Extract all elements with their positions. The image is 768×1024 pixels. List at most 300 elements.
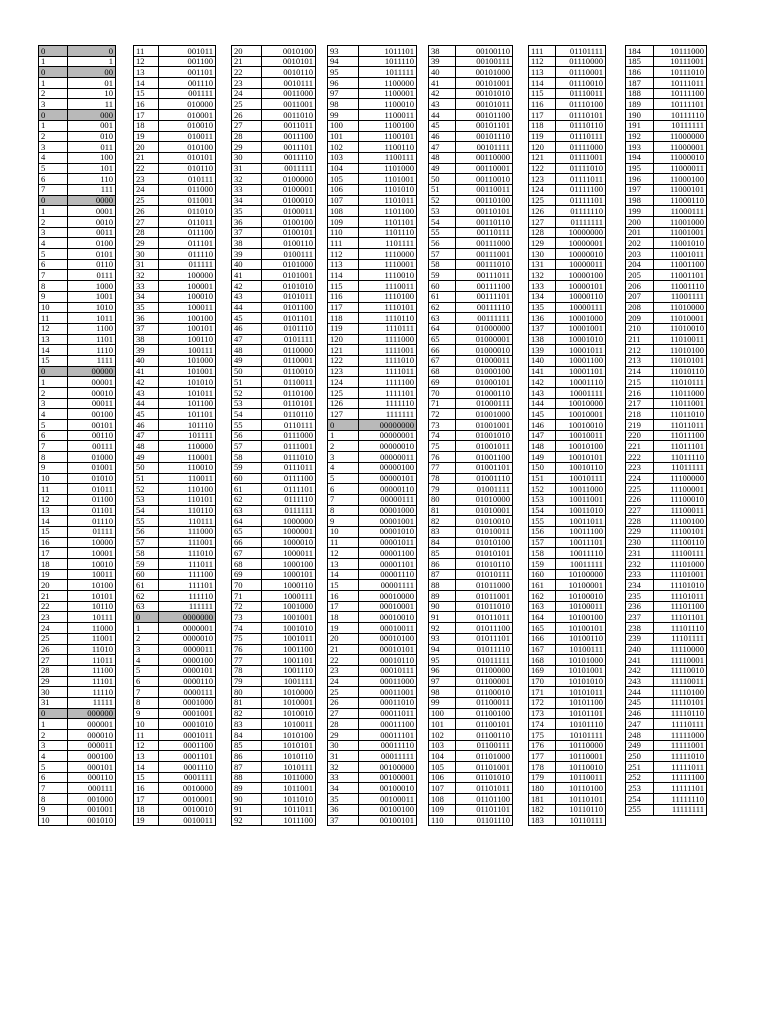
- table-row: [626, 388, 707, 399]
- table-row: [429, 99, 513, 110]
- table-row: [328, 323, 417, 334]
- table-row: [529, 473, 606, 484]
- binary-cell: 10000: [68, 537, 116, 548]
- decimal-cell: 27: [328, 708, 359, 719]
- table-row-highlighted: [134, 612, 216, 623]
- decimal-cell: 7: [39, 184, 68, 195]
- binary-cell: 11110100: [654, 687, 707, 698]
- decimal-cell: 91: [429, 612, 456, 623]
- binary-cell: 1101010: [359, 184, 417, 195]
- binary-cell: 1111111: [359, 409, 417, 420]
- decimal-cell: 41: [429, 78, 456, 89]
- table-row: [134, 697, 216, 708]
- decimal-cell: 234: [626, 580, 654, 591]
- decimal-cell: 119: [328, 323, 359, 334]
- binary-cell: 10011001: [556, 494, 606, 505]
- binary-cell: 1011110: [359, 56, 417, 67]
- decimal-cell: 13: [134, 67, 159, 78]
- table-row: [328, 601, 417, 612]
- table-row: [626, 131, 707, 142]
- decimal-cell: 22: [39, 601, 68, 612]
- binary-cell: 0000100: [159, 655, 216, 666]
- binary-cell: 10011101: [556, 537, 606, 548]
- table-row: [232, 697, 316, 708]
- binary-cell: 000101: [68, 762, 116, 773]
- table-row: [529, 441, 606, 452]
- table-row: [39, 815, 116, 826]
- decimal-cell: 104: [429, 751, 456, 762]
- decimal-cell: 184: [626, 46, 654, 57]
- decimal-cell: 9: [39, 804, 68, 815]
- table-row: [134, 270, 216, 281]
- decimal-cell: 30: [328, 740, 359, 751]
- binary-cell: 01001001: [456, 420, 513, 431]
- table-row: [429, 633, 513, 644]
- table-row: [39, 227, 116, 238]
- binary-cell: 11100010: [654, 494, 707, 505]
- decimal-cell: 117: [328, 302, 359, 313]
- table-row: [529, 526, 606, 537]
- binary-cell: 1000101: [262, 569, 316, 580]
- binary-cell: 00100000: [359, 762, 417, 773]
- binary-cell: 01111011: [556, 174, 606, 185]
- binary-cell: 10101011: [556, 687, 606, 698]
- decimal-cell: 33: [328, 772, 359, 783]
- binary-cell: 10010010: [556, 420, 606, 431]
- binary-cell: 00001010: [359, 526, 417, 537]
- binary-cell: 11010001: [654, 313, 707, 324]
- decimal-cell: 20: [232, 46, 262, 57]
- decimal-cell: 15: [134, 88, 159, 99]
- decimal-cell: 14: [39, 516, 68, 527]
- decimal-cell: 238: [626, 623, 654, 634]
- table-row: [328, 238, 417, 249]
- binary-cell: 10100110: [556, 633, 606, 644]
- binary-cell: 001101: [159, 67, 216, 78]
- decimal-cell: 191: [626, 120, 654, 131]
- decimal-cell: 52: [232, 388, 262, 399]
- table-row: [529, 815, 606, 826]
- table-row: [134, 56, 216, 67]
- decimal-cell: 32: [232, 174, 262, 185]
- table-row: [232, 227, 316, 238]
- decimal-cell: 19: [134, 815, 159, 826]
- decimal-cell: 101: [429, 719, 456, 730]
- binary-cell: 10010000: [556, 398, 606, 409]
- table-row: [232, 281, 316, 292]
- binary-cell: 10000100: [556, 270, 606, 281]
- table-row: [529, 740, 606, 751]
- table-row: [429, 217, 513, 228]
- table-row: [232, 430, 316, 441]
- decimal-cell: 227: [626, 505, 654, 516]
- table-row: [328, 655, 417, 666]
- decimal-cell: 41: [232, 270, 262, 281]
- decimal-cell: 162: [529, 591, 556, 602]
- binary-cell: 0011111: [262, 163, 316, 174]
- binary-cell: 10100101: [556, 623, 606, 634]
- decimal-cell: 1: [39, 377, 68, 388]
- binary-cell: 01110110: [556, 120, 606, 131]
- table-row: [529, 420, 606, 431]
- decimal-cell: 7: [134, 687, 159, 698]
- table-row: [134, 291, 216, 302]
- table-row: [39, 430, 116, 441]
- table-row: [626, 56, 707, 67]
- table-row: [232, 67, 316, 78]
- binary-cell: 10101010: [556, 676, 606, 687]
- table-row: [429, 687, 513, 698]
- decimal-cell: 245: [626, 697, 654, 708]
- table-row: [328, 56, 417, 67]
- decimal-cell: 13: [39, 334, 68, 345]
- binary-cell: 00110111: [456, 227, 513, 238]
- decimal-cell: 250: [626, 751, 654, 762]
- decimal-cell: 40: [232, 259, 262, 270]
- table-row: [134, 163, 216, 174]
- binary-cell: 01000111: [456, 398, 513, 409]
- decimal-cell: 99: [328, 110, 359, 121]
- table-row: [134, 559, 216, 570]
- table-row: [529, 580, 606, 591]
- binary-cell: 100100: [159, 313, 216, 324]
- binary-cell: 11000101: [654, 184, 707, 195]
- decimal-cell: 39: [134, 345, 159, 356]
- binary-cell: 1000011: [262, 548, 316, 559]
- binary-cell: 11010100: [654, 345, 707, 356]
- binary-cell: 111001: [159, 537, 216, 548]
- binary-cell: 1001101: [262, 655, 316, 666]
- binary-cell: 01100110: [456, 730, 513, 741]
- decimal-cell: 215: [626, 377, 654, 388]
- binary-cell: 011001: [159, 195, 216, 206]
- decimal-cell: 27: [232, 120, 262, 131]
- decimal-cell: 15: [39, 355, 68, 366]
- table-row: [232, 591, 316, 602]
- table-row: [429, 762, 513, 773]
- table-row: [429, 676, 513, 687]
- table-row: [429, 323, 513, 334]
- table-row: [328, 697, 417, 708]
- table-row: [429, 259, 513, 270]
- decimal-cell: 224: [626, 473, 654, 484]
- decimal-cell: 17: [328, 601, 359, 612]
- binary-cell: 11001101: [654, 270, 707, 281]
- table-row: [134, 569, 216, 580]
- decimal-cell: 70: [232, 580, 262, 591]
- table-row: [626, 120, 707, 131]
- binary-cell: 00100110: [456, 46, 513, 57]
- table-row: [626, 184, 707, 195]
- binary-cell: 1100: [68, 323, 116, 334]
- decimal-cell: 207: [626, 291, 654, 302]
- decimal-cell: 189: [626, 99, 654, 110]
- table-row-highlighted: [39, 195, 116, 206]
- table-row: [328, 99, 417, 110]
- decimal-cell: 45: [134, 409, 159, 420]
- decimal-cell: 2: [39, 217, 68, 228]
- table-row: [39, 452, 116, 463]
- decimal-cell: 204: [626, 259, 654, 270]
- table-row: [626, 270, 707, 281]
- decimal-cell: 77: [232, 655, 262, 666]
- binary-cell: 00001100: [359, 548, 417, 559]
- table-row: [429, 601, 513, 612]
- decimal-cell: 25: [232, 99, 262, 110]
- decimal-cell: 38: [134, 334, 159, 345]
- decimal-cell: 0: [134, 612, 159, 623]
- decimal-cell: 243: [626, 676, 654, 687]
- binary-cell: 111010: [159, 548, 216, 559]
- binary-cell: 11001000: [654, 217, 707, 228]
- table-row: [529, 281, 606, 292]
- table-row: [626, 687, 707, 698]
- binary-cell: 10010001: [556, 409, 606, 420]
- table-row: [39, 377, 116, 388]
- table-row: [328, 676, 417, 687]
- table-row: [39, 537, 116, 548]
- table-row: [39, 516, 116, 527]
- binary-cell: 010: [68, 131, 116, 142]
- table-row: [39, 697, 116, 708]
- decimal-cell: 219: [626, 420, 654, 431]
- binary-cell: 0100011: [262, 206, 316, 217]
- binary-cell: 010111: [159, 174, 216, 185]
- table-row: [134, 67, 216, 78]
- decimal-cell: 59: [134, 559, 159, 570]
- binary-cell: 1011001: [262, 783, 316, 794]
- decimal-cell: 239: [626, 633, 654, 644]
- table-row: [529, 484, 606, 495]
- binary-cell: 1110001: [359, 259, 417, 270]
- decimal-cell: 21: [232, 56, 262, 67]
- table-row: [232, 420, 316, 431]
- decimal-cell: 42: [134, 377, 159, 388]
- binary-cell: 0110000: [262, 345, 316, 356]
- decimal-cell: 170: [529, 676, 556, 687]
- decimal-cell: 3: [39, 99, 68, 110]
- binary-cell: 00110110: [456, 217, 513, 228]
- table-row: [529, 259, 606, 270]
- binary-cell: 01101000: [456, 751, 513, 762]
- table-row: [429, 740, 513, 751]
- table-row: [134, 323, 216, 334]
- binary-cell: 01111001: [556, 152, 606, 163]
- binary-cell: 00101110: [456, 131, 513, 142]
- decimal-cell: 229: [626, 526, 654, 537]
- table-row: [429, 612, 513, 623]
- decimal-cell: 118: [529, 120, 556, 131]
- binary-cell: 1100101: [359, 131, 417, 142]
- table-row: [328, 505, 417, 516]
- binary-cell: 0011000: [262, 88, 316, 99]
- table-row: [232, 452, 316, 463]
- decimal-cell: 61: [134, 580, 159, 591]
- decimal-cell: 2: [39, 131, 68, 142]
- table-row: [429, 697, 513, 708]
- binary-cell: 01111000: [556, 142, 606, 153]
- table-row: [328, 249, 417, 260]
- binary-cell: 0000110: [159, 676, 216, 687]
- table-row: [134, 644, 216, 655]
- binary-cell: 1111010: [359, 355, 417, 366]
- decimal-cell: 81: [232, 697, 262, 708]
- table-row: [429, 794, 513, 805]
- decimal-cell: 155: [529, 516, 556, 527]
- table-row: [529, 494, 606, 505]
- decimal-cell: 51: [134, 473, 159, 484]
- table-row: [39, 612, 116, 623]
- table-row: [328, 355, 417, 366]
- binary-cell: 01100100: [456, 708, 513, 719]
- binary-cell: 0001001: [159, 708, 216, 719]
- binary-cell: 0011: [68, 227, 116, 238]
- decimal-cell: 66: [429, 345, 456, 356]
- decimal-cell: 127: [328, 409, 359, 420]
- binary-cell: 111000: [159, 526, 216, 537]
- table-row: [232, 623, 316, 634]
- decimal-cell: 20: [328, 633, 359, 644]
- table-row: [429, 281, 513, 292]
- table-row: [134, 78, 216, 89]
- decimal-cell: 248: [626, 730, 654, 741]
- binary-cell: 10110011: [556, 772, 606, 783]
- binary-cell: 011110: [159, 249, 216, 260]
- table-row: [134, 687, 216, 698]
- decimal-cell: 3: [39, 398, 68, 409]
- binary-cell: 11110001: [654, 655, 707, 666]
- decimal-cell: 12: [328, 548, 359, 559]
- binary-cell: 00011: [68, 398, 116, 409]
- binary-cell: 1101101: [359, 217, 417, 228]
- decimal-cell: 88: [429, 580, 456, 591]
- binary-cell: 0011011: [262, 120, 316, 131]
- table-row: [626, 227, 707, 238]
- table-row: [328, 120, 417, 131]
- table-row: [529, 548, 606, 559]
- binary-cell: 1000010: [262, 537, 316, 548]
- decimal-cell: 147: [529, 430, 556, 441]
- binary-cell: 00001011: [359, 537, 417, 548]
- binary-cell: 01101010: [456, 772, 513, 783]
- binary-cell: 11100011: [654, 505, 707, 516]
- table-row: [232, 569, 316, 580]
- binary-cell: 01010101: [456, 548, 513, 559]
- binary-cell: 10110: [68, 601, 116, 612]
- decimal-cell: 1: [134, 623, 159, 634]
- binary-cell: 11010000: [654, 302, 707, 313]
- decimal-cell: 154: [529, 505, 556, 516]
- decimal-cell: 164: [529, 612, 556, 623]
- table-row: [529, 783, 606, 794]
- decimal-cell: 80: [232, 687, 262, 698]
- binary-cell: 11101111: [654, 633, 707, 644]
- decimal-cell: 52: [429, 195, 456, 206]
- decimal-cell: 84: [429, 537, 456, 548]
- decimal-cell: 18: [328, 612, 359, 623]
- decimal-cell: 86: [429, 559, 456, 570]
- decimal-cell: 105: [429, 762, 456, 773]
- decimal-cell: 1: [39, 56, 68, 67]
- decimal-cell: 26: [134, 206, 159, 217]
- decimal-cell: 195: [626, 163, 654, 174]
- decimal-cell: 2: [328, 441, 359, 452]
- decimal-cell: 53: [232, 398, 262, 409]
- decimal-cell: 53: [134, 494, 159, 505]
- table-row: [39, 270, 116, 281]
- decimal-cell: 137: [529, 323, 556, 334]
- binary-cell: 11110110: [654, 708, 707, 719]
- table-row: [39, 762, 116, 773]
- table-row: [328, 409, 417, 420]
- table-row: [626, 195, 707, 206]
- table-row: [429, 409, 513, 420]
- table-row: [39, 302, 116, 313]
- decimal-cell: 171: [529, 687, 556, 698]
- decimal-cell: 9: [328, 516, 359, 527]
- decimal-cell: 3: [328, 452, 359, 463]
- table-row: [328, 452, 417, 463]
- binary-cell: 00101111: [456, 142, 513, 153]
- binary-cell: 110111: [159, 516, 216, 527]
- table-row: [529, 78, 606, 89]
- table-row: [134, 494, 216, 505]
- decimal-cell: 220: [626, 430, 654, 441]
- decimal-cell: 161: [529, 580, 556, 591]
- decimal-cell: 22: [134, 163, 159, 174]
- binary-cell: 11101001: [654, 569, 707, 580]
- table-row: [39, 345, 116, 356]
- binary-cell: 00010000: [359, 591, 417, 602]
- table-row: [328, 206, 417, 217]
- binary-cell: 11111011: [654, 762, 707, 773]
- decimal-cell: 134: [529, 291, 556, 302]
- table-row: [39, 644, 116, 655]
- table-row: [529, 794, 606, 805]
- table-row: [626, 78, 707, 89]
- table-row: [134, 633, 216, 644]
- table-row: [429, 334, 513, 345]
- binary-cell: 11111110: [654, 794, 707, 805]
- decimal-cell: 11: [134, 46, 159, 57]
- table-row: [529, 195, 606, 206]
- table-row: [328, 569, 417, 580]
- table-row: [529, 152, 606, 163]
- binary-cell: 01010100: [456, 537, 513, 548]
- decimal-cell: 11: [328, 537, 359, 548]
- table-row: [529, 388, 606, 399]
- decimal-cell: 11: [39, 313, 68, 324]
- decimal-cell: 254: [626, 794, 654, 805]
- decimal-cell: 174: [529, 719, 556, 730]
- binary-cell: 11001100: [654, 259, 707, 270]
- table-row: [429, 78, 513, 89]
- decimal-cell: 33: [134, 281, 159, 292]
- binary-cell: 00011110: [359, 740, 417, 751]
- binary-cell: 10111111: [654, 120, 707, 131]
- binary-cell: 011010: [159, 206, 216, 217]
- binary-cell: 11000110: [654, 195, 707, 206]
- binary-cell: 1001010: [262, 623, 316, 634]
- table-row: [39, 120, 116, 131]
- decimal-cell: 149: [529, 452, 556, 463]
- binary-cell: 1011011: [262, 804, 316, 815]
- binary-cell: 110: [68, 174, 116, 185]
- binary-cell: 11101110: [654, 623, 707, 634]
- binary-cell: 10110101: [556, 794, 606, 805]
- table-row: [232, 195, 316, 206]
- decimal-cell: 7: [39, 270, 68, 281]
